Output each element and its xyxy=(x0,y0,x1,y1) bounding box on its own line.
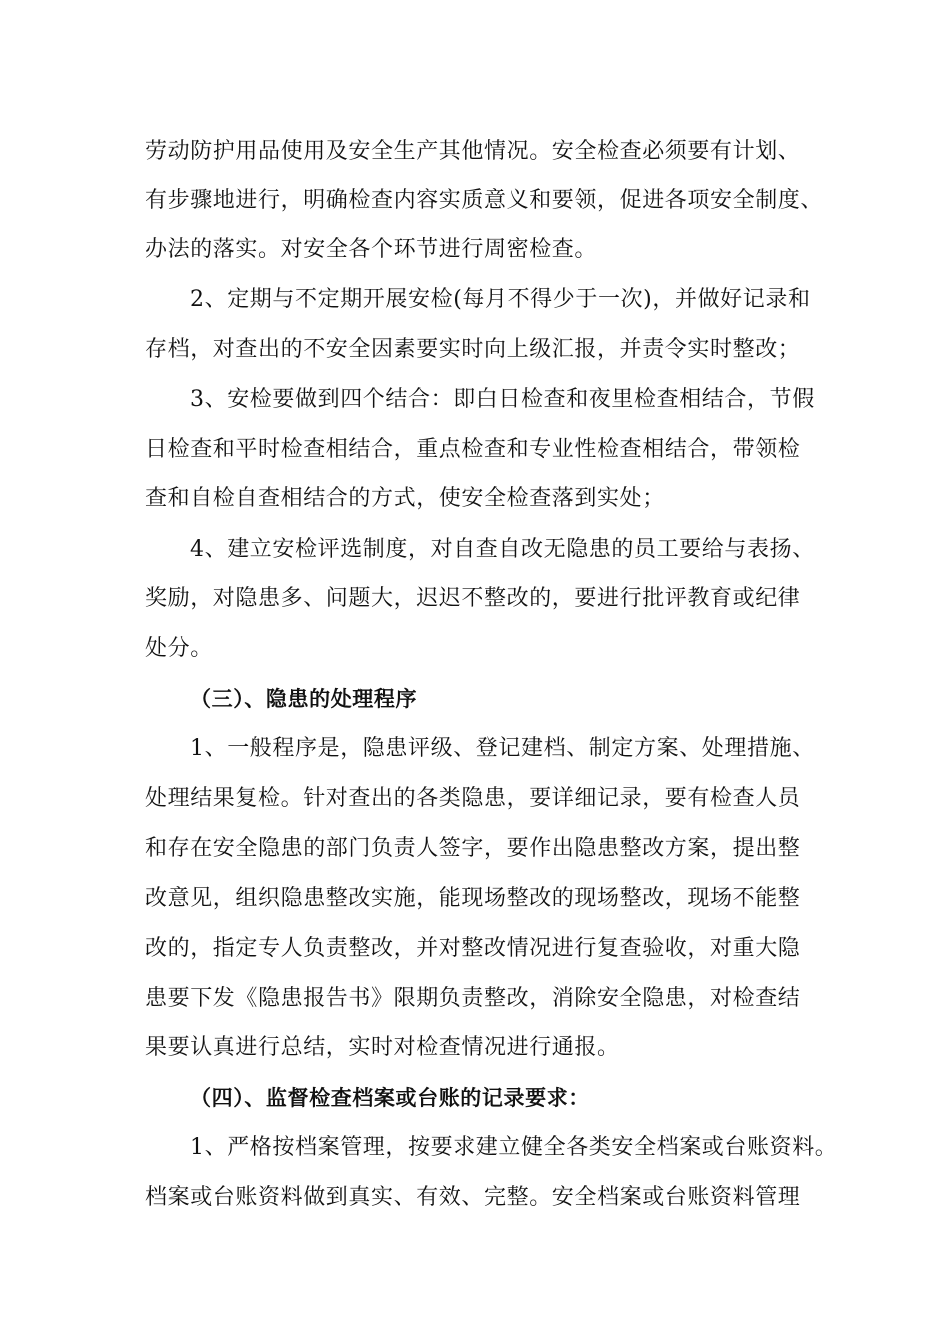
text-line: 办法的落实。对安全各个环节进行周密检查。 xyxy=(145,237,598,262)
section-heading: （三）、隐患的处理程序 xyxy=(190,687,418,711)
text-line: 处分。 xyxy=(145,636,213,661)
text-line: 果要认真进行总结，实时对检查情况进行通报。 xyxy=(145,1035,620,1060)
paragraph-start-line: 1、严格按档案管理，按要求建立健全各类安全档案或台账资料。 xyxy=(190,1135,838,1160)
text-line: 存档，对查出的不安全因素要实时向上级汇报，并责令实时整改； xyxy=(145,337,801,362)
text-line: 和存在安全隐患的部门负责人签字，要作出隐患整改方案，提出整 xyxy=(145,836,801,861)
text-line: 档案或台账资料做到真实、有效、完整。安全档案或台账资料管理 xyxy=(145,1185,801,1210)
text-line: 劳动防护用品使用及安全生产其他情况。安全检查必须要有计划、 xyxy=(145,139,801,164)
paragraph-start-line: 4、建立安检评选制度，对自查自改无隐患的员工要给与表扬、 xyxy=(190,537,815,562)
text-line: 奖励，对隐患多、问题大，迟迟不整改的，要进行批评教育或纪律 xyxy=(145,586,801,611)
section-heading: （四）、监督检查档案或台账的记录要求： xyxy=(190,1086,590,1110)
text-line: 有步骤地进行，明确检查内容实质意义和要领，促进各项安全制度、 xyxy=(145,188,824,213)
text-line: 改的，指定专人负责整改，并对整改情况进行复查验收，对重大隐 xyxy=(145,936,801,961)
paragraph-start-line: 3、安检要做到四个结合：即白日检查和夜里检查相结合，节假 xyxy=(190,387,815,412)
text-line: 查和自检自查相结合的方式，使安全检查落到实处； xyxy=(145,486,665,511)
text-line: 患要下发《隐患报告书》限期负责整改，消除安全隐患，对检查结 xyxy=(145,986,801,1011)
paragraph-start-line: 1、一般程序是，隐患评级、登记建档、制定方案、处理措施、 xyxy=(190,736,815,761)
text-line: 改意见，组织隐患整改实施，能现场整改的现场整改，现场不能整 xyxy=(145,886,801,911)
text-line: 处理结果复检。针对查出的各类隐患，要详细记录，要有检查人员 xyxy=(145,786,801,811)
paragraph-start-line: 2、定期与不定期开展安检(每月不得少于一次)，并做好记录和 xyxy=(190,287,811,312)
text-line: 日检查和平时检查相结合，重点检查和专业性检查相结合，带领检 xyxy=(145,437,801,462)
